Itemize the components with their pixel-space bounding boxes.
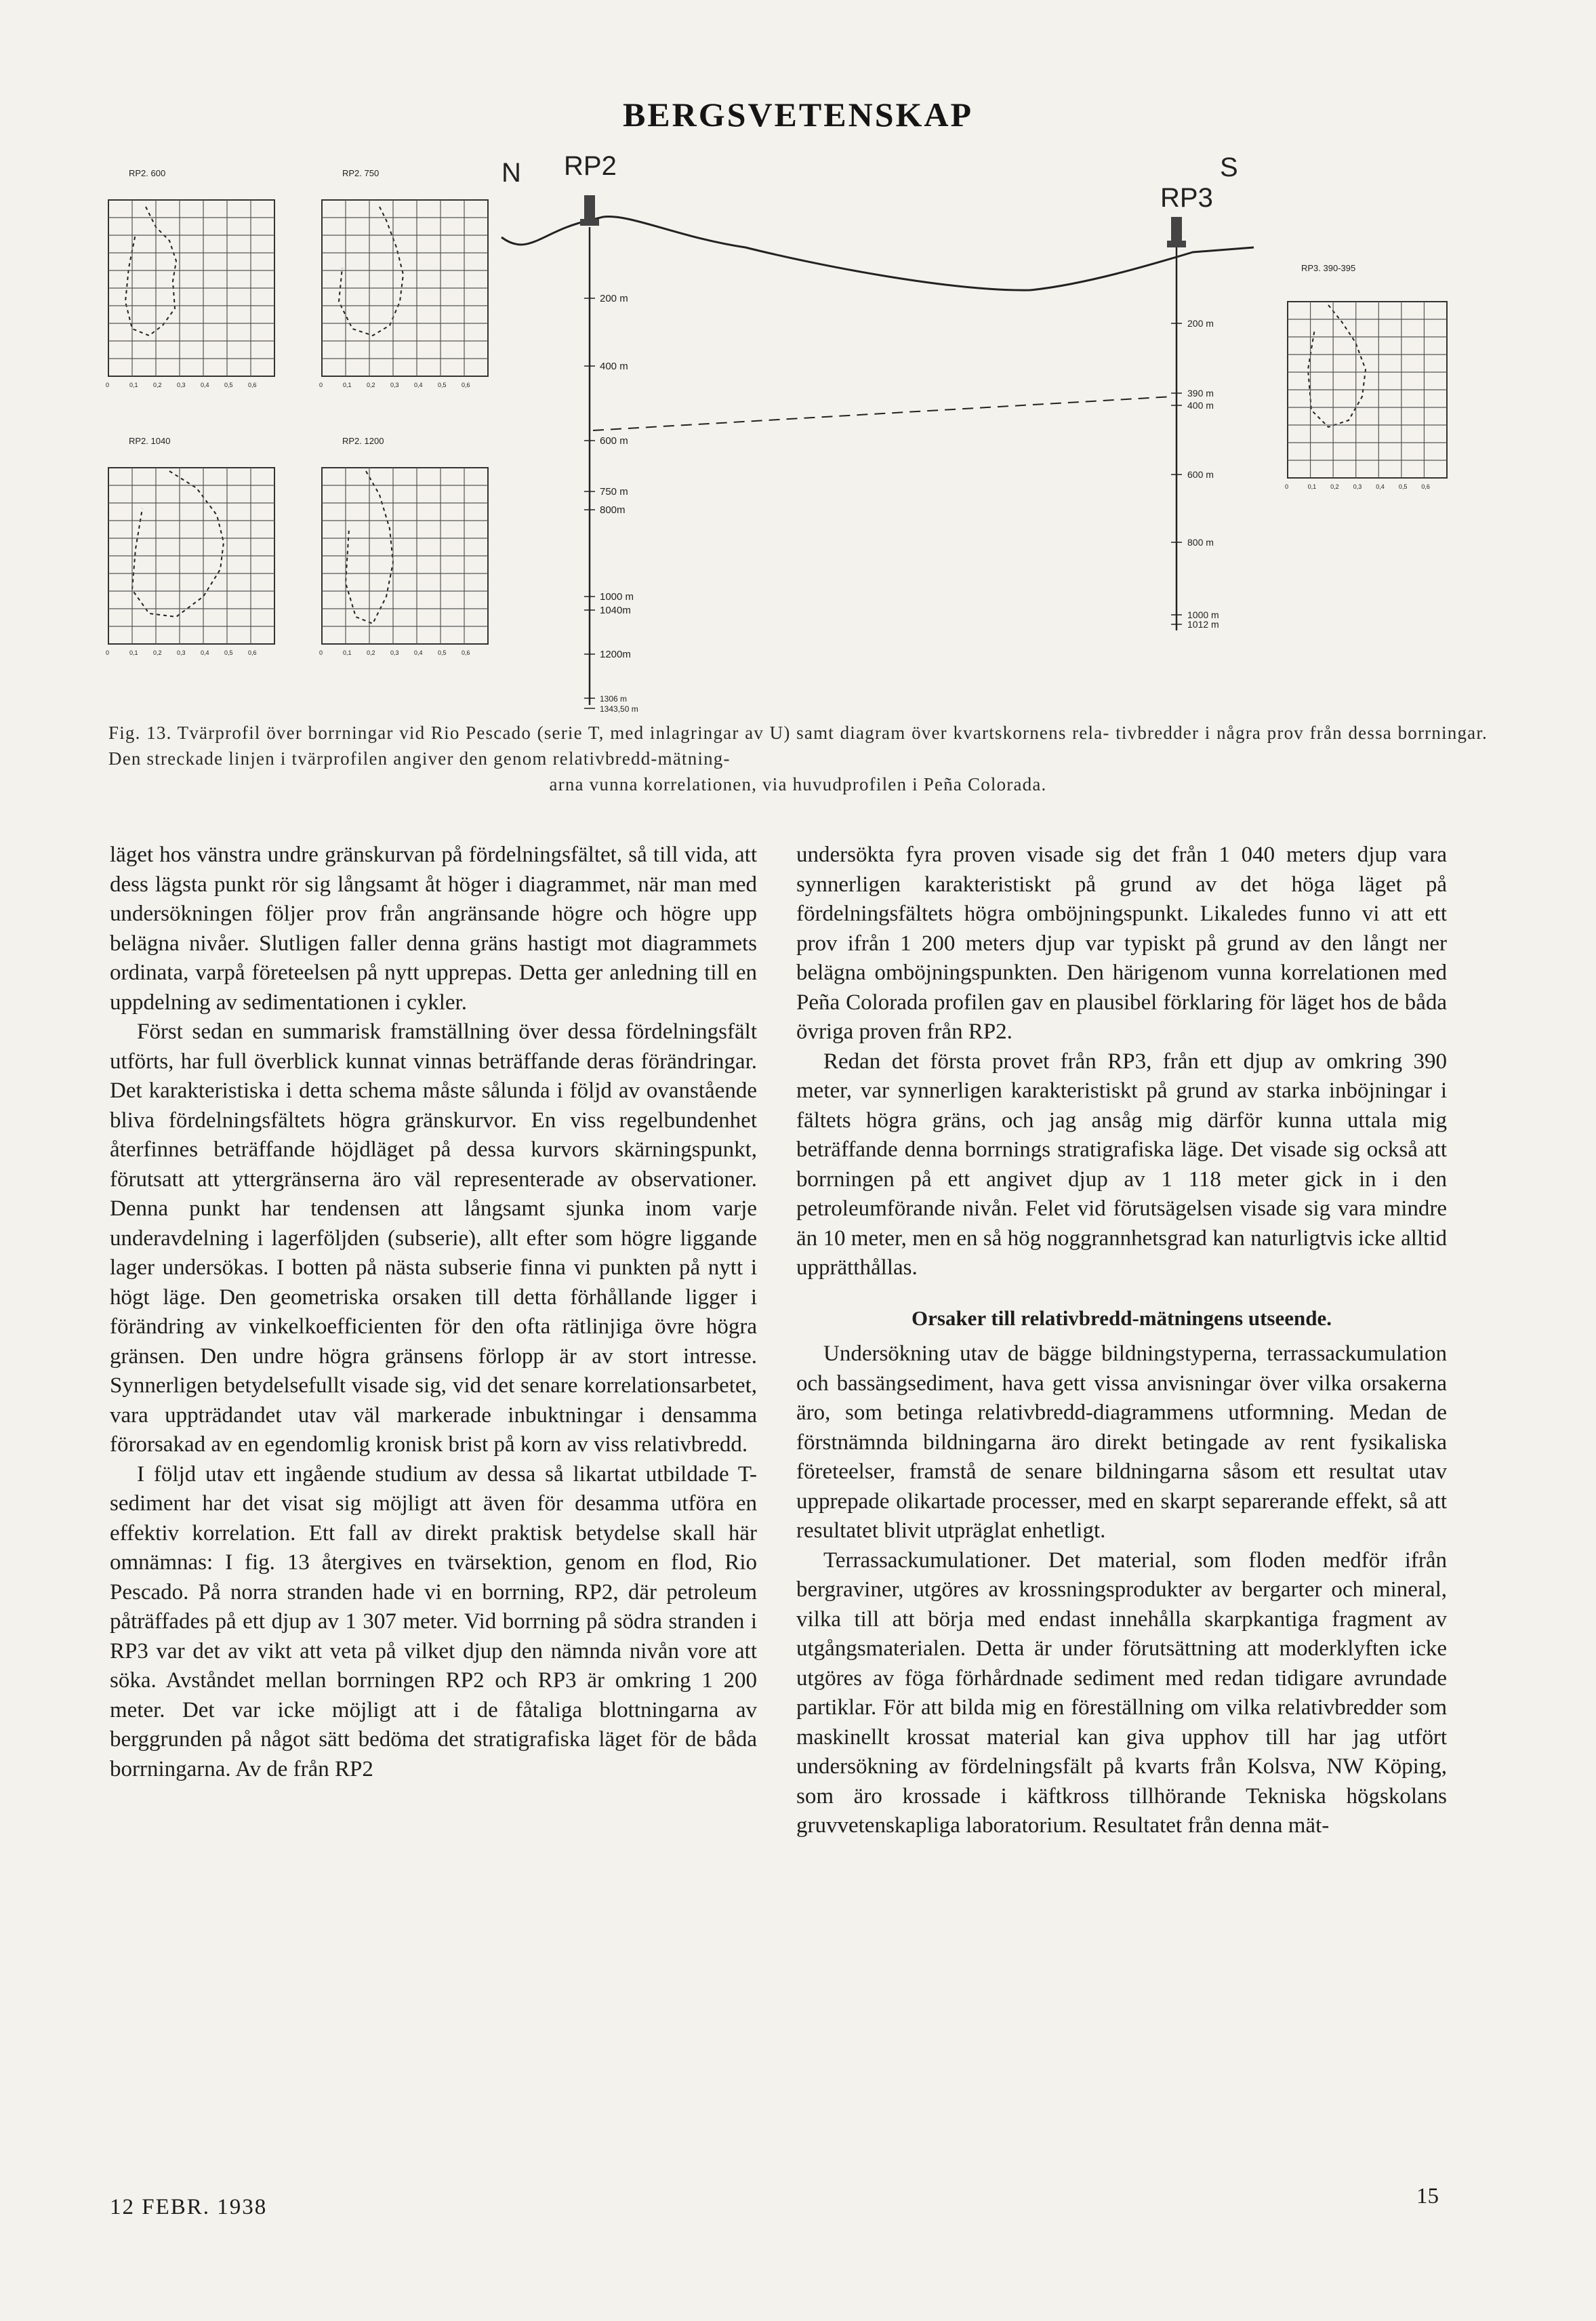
right-column xyxy=(796,841,1447,1841)
x-tick-label: 0,3 xyxy=(1353,483,1362,490)
x-tick-label: 0,5 xyxy=(224,649,233,656)
diagram-label: RP2. 600 xyxy=(129,168,166,178)
depth-label: 1200m xyxy=(600,649,631,660)
x-tick-label: 0,2 xyxy=(367,382,375,388)
diagram-rp2-1200 xyxy=(319,436,488,656)
rp2-depth-labels xyxy=(584,293,638,714)
x-tick-label: 0,4 xyxy=(201,382,209,388)
x-tick-label: 0,4 xyxy=(201,649,209,656)
diagram-label: RP3. 390-395 xyxy=(1301,263,1356,273)
depth-label: 1000 m xyxy=(1187,609,1219,620)
x-tick-label: 0,4 xyxy=(414,382,423,388)
x-tick-label: 0,6 xyxy=(462,382,470,388)
x-tick-label: 0,3 xyxy=(390,382,399,388)
south-label: S xyxy=(1220,153,1238,182)
diagram-rp3-390-395 xyxy=(1285,263,1447,490)
paragraph: läget hos vänstra undre gränskurvan på fördelningsfältet, så till vida, att dess lägsta punkt rör sig långsamt åt höger i diagrammet, när man med undersökningen följer prov från angränsande högre och högre upp belägna nivåer. Slutligen faller denna gräns hastigt mot diagrammets ordinata, varpå företeelsen på nytt upprepas. Detta ger anledning till en uppdelning av sedimentationen i cykler. xyxy=(110,843,757,1015)
derrick-rp2-icon xyxy=(580,195,599,226)
paragraph: Undersökning utav de bägge bildningstyperna, terrassackumulation och bassängsediment, hava gett vissa anvisningar över vilka orsakerna äro, som betinga relativbredd-diagrammens utformning. Medan de förstnämnda bildningarna äro direkt betingade av rent fysikaliska företeelser, framstå de senare bildningarna såsom ett resultat utav upprepade olikartade processer, med en skarpt separerande effekt, så att resultatet blivit utpräglat enhetligt. xyxy=(796,1341,1447,1543)
x-tick-label: 0,3 xyxy=(177,649,186,656)
diagram-label: RP2. 1040 xyxy=(129,436,171,446)
depth-label: 200 m xyxy=(1187,318,1214,329)
x-tick-label: 0 xyxy=(106,649,110,656)
x-tick-label: 0,1 xyxy=(343,649,352,656)
x-tick-label: 0,4 xyxy=(414,649,423,656)
paragraph: Terrassackumulationer. Det material, som floden medför ifrån bergraviner, utgöres av krossningsprodukter av bergarter och mineral, vilka till att börja med endast innehålla skarpkantiga fragment av utgångsmaterialen. Detta är under förutsättning att moderklyften icke utgöres av föga förhårdnade sediment med redan tidigare avrundade partiklar. För att bilda mig en föreställning om vilka relativbredder som maskinellt krossat material kan giva upphov till har jag utfört undersökning av fördelningsfält på kvarts från Kolsva, NW Köping, som äro krossade i käftkross tillhörande Tekniska högskolans gruvvetenskapliga laboratorium. Resultatet från denna mät- xyxy=(796,1548,1447,1838)
x-tick-label: 0,6 xyxy=(248,649,257,656)
well-rp2-label: RP2 xyxy=(564,151,617,181)
depth-label: 600 m xyxy=(1187,469,1214,480)
x-tick-label: 0,5 xyxy=(438,649,447,656)
x-tick-label: 0,5 xyxy=(438,382,447,388)
depth-label: 390 m xyxy=(1187,388,1214,399)
depth-label: 800m xyxy=(600,504,626,516)
x-tick-label: 0,1 xyxy=(129,649,138,656)
x-tick-label: 0,2 xyxy=(367,649,375,656)
x-tick-label: 0 xyxy=(106,382,110,388)
depth-label: 200 m xyxy=(600,293,628,304)
depth-label: 400 m xyxy=(1187,400,1214,411)
depth-label: 400 m xyxy=(600,361,628,372)
paragraph: I följd utav ett ingående studium av dessa så likartat utbildade T-sediment har det visat sig möjligt att även för desamma utföra en effektiv korrelation. Ett fall av direkt praktisk betydelse skall här omnämnas: I fig. 13 återgives en tvärsektion, genom en flod, Rio Pescado. På norra stranden hade vi en borrning, RP2, där petroleum påträffades på ett djup av 1 307 meter. Vid borrning på södra stranden i RP3 var det av vikt att veta på vilket djup den nämnda nivån vore att söka. Avståndet mellan borrningen RP2 och RP3 är omkring 1 200 meter. Det var icke möjligt att i de fåtaliga blottningarna av berggrunden på något sätt bedöma det stratigrafiska läget för de båda borrningarna. Av de från RP2 xyxy=(110,1461,757,1781)
depth-label: 1012 m xyxy=(1187,619,1219,630)
x-tick-label: 0,2 xyxy=(153,382,162,388)
x-tick-label: 0,2 xyxy=(153,649,162,656)
x-tick-label: 0,3 xyxy=(177,382,186,388)
diagram-rp2-750 xyxy=(319,168,488,388)
rp3-depth-labels xyxy=(1171,318,1219,630)
correlation-line xyxy=(593,397,1172,430)
x-tick-label: 0,3 xyxy=(390,649,399,656)
ground-profile xyxy=(502,217,1254,291)
x-tick-label: 0,6 xyxy=(1421,483,1430,490)
x-tick-label: 0 xyxy=(1285,483,1289,490)
x-tick-label: 0,6 xyxy=(462,649,470,656)
depth-label: 1000 m xyxy=(600,591,634,603)
footer-date: 12 FEBR. 1938 xyxy=(110,2195,268,2219)
x-tick-label: 0,5 xyxy=(1398,483,1408,490)
depth-label: 1343,50 m xyxy=(600,704,638,714)
depth-label: 800 m xyxy=(1187,537,1214,548)
left-column xyxy=(110,841,757,1784)
diagram-label: RP2. 750 xyxy=(342,168,380,178)
x-tick-label: 0,5 xyxy=(224,382,233,388)
page-header: BERGSVETENSKAP xyxy=(622,96,974,134)
diagram-label: RP2. 1200 xyxy=(342,436,384,446)
x-tick-label: 0,1 xyxy=(343,382,352,388)
diagram-rp2-600 xyxy=(106,168,274,388)
paragraph: undersökta fyra proven visade sig det från 1 040 meters djup vara synnerligen karakteristiskt på grund av det höga läget på fördelningsfältets högra omböjningspunkt. Likaledes funno vi att ett prov ifrån 1 200 meters djup var typiskt på grund av den långt ner belägna omböjningspunkten. Den härigenom vunna korrelationen med Peña Colorada profilen gav en plausibel förklaring för läget hos de båda övriga proven från RP2. xyxy=(796,843,1447,1044)
x-tick-label: 0,1 xyxy=(1307,483,1317,490)
depth-label: 1306 m xyxy=(600,694,628,704)
cross-section-figure xyxy=(0,136,1596,719)
page-number: 15 xyxy=(1416,2184,1439,2208)
depth-label: 750 m xyxy=(600,486,628,498)
x-tick-label: 0 xyxy=(319,382,323,388)
figure-caption: Fig. 13. Tvärprofil över borrningar vid Rio Pescado (serie T, med inlagringar av U) samt diagram över kvartskornens rela- tivbredder i några prov från dessa borrningar. Den streckade linjen i tvärprofilen angiver den genom relativbredd-mätning- arna vunna korrelationen, via huvudprofilen i Peña Colorada. xyxy=(108,723,1488,794)
diagram-rp2-1040 xyxy=(106,436,274,656)
section-heading: Orsaker till relativbredd-mätningens utseende. xyxy=(912,1306,1332,1330)
paragraph: Först sedan en summarisk framställning över dessa fördelningsfält utförts, har full överblick kunnat vinnas beträffande deras förändringar. Det karakteristiska i detta schema måste sålunda i följd av ovanstående bliva fördelningsfältets högra gränskurvor. En viss regelbundenhet återfinnes beträffande höjdläget på dessa kurvors skärningspunkt, förutsatt att yttergränserna äro väl representerade av observationer. Denna punkt har tendensen att långsamt sjunka inom varje underavdelning i lagerföljden (subserie), allt efter som högre liggande lager undersökas. I botten på nästa subserie finna vi punkten på nytt i högt läge. Den geometriska orsaken till detta förhållande ligger i förändring av vinkelkoefficienten för den ofta rätlinjiga övre högra gränsen. Den undre högra gränsens förlopp är av stort intresse. Synnerligen betydelsefullt visade sig, vid det senare korrelationsarbetet, vara uppträdandet utav väl markerade inbuktningar i densamma förorsakad av en egendomlig kronisk brist på korn av viss relativbredd. xyxy=(110,1020,757,1457)
depth-label: 600 m xyxy=(600,435,628,447)
well-rp3-label: RP3 xyxy=(1160,183,1213,213)
x-tick-label: 0 xyxy=(319,649,323,656)
x-tick-label: 0,1 xyxy=(129,382,138,388)
x-tick-label: 0,4 xyxy=(1376,483,1385,490)
north-label: N xyxy=(502,158,521,188)
x-tick-label: 0,2 xyxy=(1330,483,1339,490)
depth-label: 1040m xyxy=(600,605,631,616)
paragraph: Redan det första provet från RP3, från ett djup av omkring 390 meter, var synnerligen karakteristiskt på grund av starka inböjningar i fältets högra gräns, och jag ansåg mig därför kunna uttala mig beträffande denna borrnings stratigrafiska läge. Det visade sig också att borrningen på ett angivet djup av 1 118 meter gick in i den petroleumförande nivån. Felet vid förutsägelsen visade sig vara mindre än 10 meter, men en så hög noggrannhetsgrad kan naturligtvis icke alltid upprätthållas. xyxy=(796,1049,1447,1280)
derrick-rp3-icon xyxy=(1167,217,1186,247)
x-tick-label: 0,6 xyxy=(248,382,257,388)
